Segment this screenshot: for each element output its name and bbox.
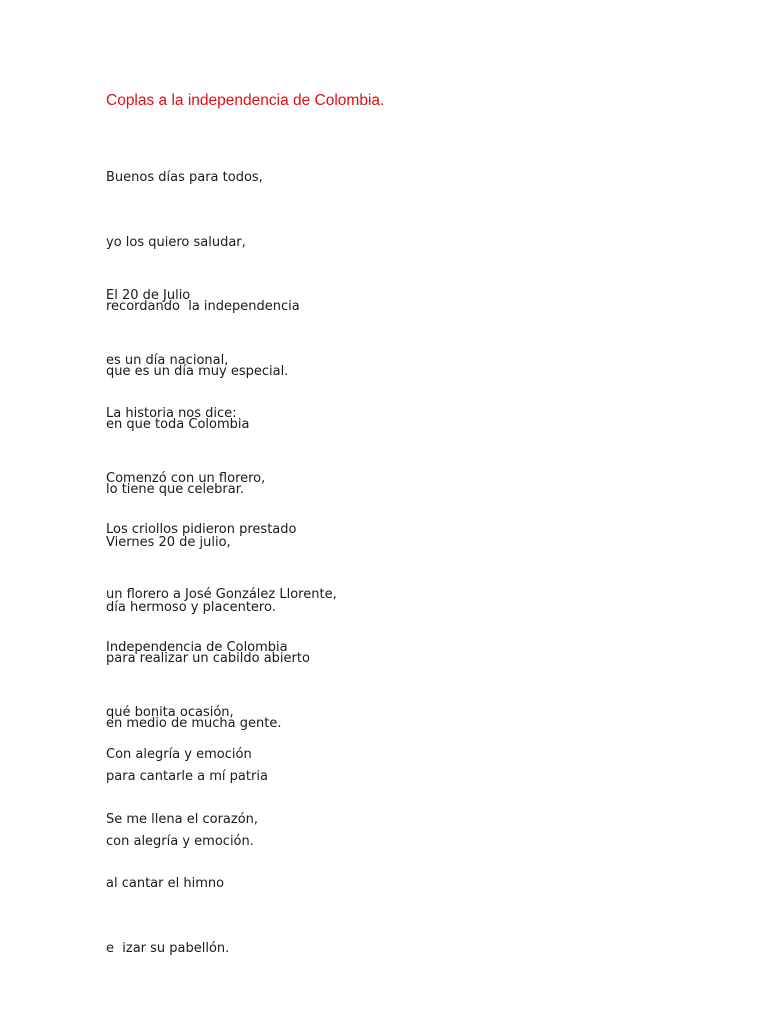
stanza-line: un florero a José González Llorente,	[106, 586, 337, 602]
stanza-line: lo tiene que celebrar.	[106, 481, 244, 497]
stanza-line: en que toda Colombia	[106, 417, 250, 432]
page-title: Coplas a la independencia de Colombia.	[106, 92, 385, 109]
stanza-line: Independencia de Colombia	[106, 640, 288, 655]
stanza-line: con alegría y emoción.	[106, 833, 254, 849]
stanza-line: La historia nos dice:	[106, 406, 237, 421]
stanza-line: es un día nacional,	[106, 352, 229, 368]
stanza-line: al cantar el himno	[106, 876, 225, 891]
stanza-line: qué bonita ocasión,	[106, 704, 234, 720]
stanza-line: Se me llena el corazón,	[106, 811, 259, 827]
stanza-line: recordando la independencia	[106, 299, 300, 314]
stanza-line: día hermoso y placentero.	[106, 599, 276, 615]
stanza-line: Con alegría y emoción	[106, 747, 252, 762]
stanza-line: para cantarle a mí patria	[106, 769, 268, 784]
stanza-line: para realizar un cabildo abierto	[106, 651, 310, 666]
stanza-line: Viernes 20 de julio,	[106, 535, 231, 550]
stanza-line: Comenzó con un florero,	[106, 470, 266, 486]
stanza-line: e izar su pabellón.	[106, 940, 230, 956]
stanza-line: yo los quiero saludar,	[106, 234, 246, 250]
stanza-line: Buenos días para todos,	[106, 170, 263, 185]
stanza-line: El 20 de Julio	[106, 288, 191, 303]
stanza-line: Los criollos pidieron prestado	[106, 522, 297, 537]
stanza-line: en medio de mucha gente.	[106, 715, 282, 731]
stanza-6	[106, 701, 258, 1002]
stanza-line: que es un día muy especial.	[106, 363, 289, 379]
